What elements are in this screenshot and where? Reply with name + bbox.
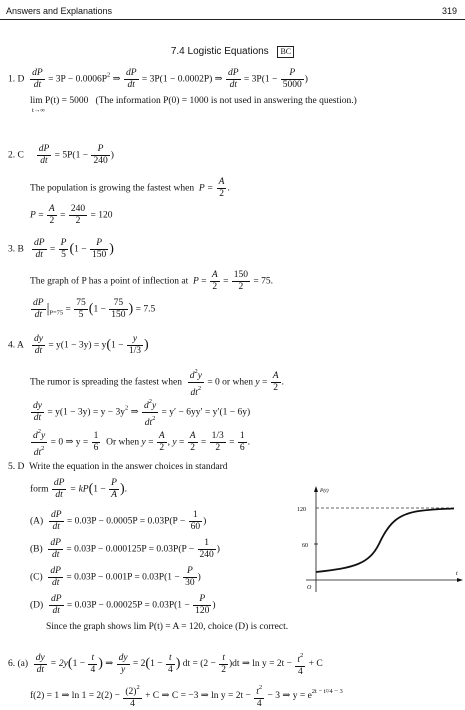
q5-choice-b: (B) $\frac{dP}{dt}$ = 0.03P − 0.000125P = 0.03P(P − $\frac{1}{240}$ ) xyxy=(30,538,220,560)
label-60: 60 xyxy=(302,543,308,549)
q1-limit-sub: t→∞ xyxy=(32,107,45,114)
one-over-d: $\frac{1}{60}$ xyxy=(190,510,201,532)
dp-dt: $\frac{dP}{dt}$ xyxy=(125,68,137,90)
q5-intro: Write the equation in the answer choices in standard xyxy=(28,462,228,472)
a-over-2: $\frac{A}{2}$ xyxy=(211,270,218,292)
q4-line: 4. A $\frac{dy}{dt}$ = y(1 − 3y) = y(1 − $\frac{y}{1/3}$ ) xyxy=(8,334,149,356)
q5-choice-a: (A) $\frac{dP}{dt}$ = 0.03P − 0.0005P = 0.03P(P − $\frac{1}{60}$ ) xyxy=(30,510,207,532)
t-over-2: $\frac{t}{2}$ xyxy=(221,652,227,675)
q5-form: form xyxy=(30,484,49,495)
q4-eq3: = 0 ⇒ y = xyxy=(50,437,89,448)
a-over-2: $\frac{A}{2}$ xyxy=(218,177,225,199)
page-header xyxy=(0,0,465,22)
q2-text: The population is growing the fastest when xyxy=(30,183,195,194)
x-axis-arrow xyxy=(457,578,463,582)
q3-calc: = 75 xyxy=(253,276,271,287)
label-120: 120 xyxy=(297,507,306,513)
d2y-dt2: $\frac{d^2y}{dt^2}$ xyxy=(189,368,202,398)
q4-mid: = 0 or when xyxy=(207,377,254,388)
bc-tag: BC xyxy=(277,46,294,58)
dy-dt: $\frac{dy}{dt}$ xyxy=(33,334,43,356)
one-over-six: $\frac{1}{6}$ xyxy=(239,431,245,453)
p-over-d: $\frac{P}{30}$ xyxy=(185,566,195,588)
t-over-4: $\frac{t}{4}$ xyxy=(167,652,173,675)
dp-dt: $\frac{dP}{dt}$ xyxy=(33,298,44,320)
seventyfive-over-5: $\frac{75}{5}$ xyxy=(76,298,86,320)
dp-dt: $\frac{dP}{dt}$ xyxy=(50,594,62,616)
one-over-d: $\frac{1}{240}$ xyxy=(199,538,214,560)
logistic-curve xyxy=(316,509,454,573)
y-over-k: $\frac{y}{1/3}$ xyxy=(128,334,142,356)
dy-over-y: $\frac{dy}{y}$ xyxy=(118,652,128,675)
page-number: 319 xyxy=(441,6,457,16)
q1-limit: lim P(t) = 5000 xyxy=(30,96,89,106)
q5-label: 5. D xyxy=(8,462,25,472)
two-sq-over-4: $\frac{(2)^2}{4}$ xyxy=(125,684,140,709)
k-over-2: $\frac{240}{2}$ xyxy=(70,204,86,226)
dp-dt: $\frac{dP}{dt}$ xyxy=(227,68,239,90)
q2-result-line: P = $\frac{A}{2}$ = $\frac{240}{2}$ = 120 xyxy=(30,204,113,226)
q1-line: 1. D $\frac{dP}{dt}$ = $3P - 0.0006P^2$ ⇒ $\frac{dP}{dt}$ = 3P(1 − 0.0002P) ⇒ $\frac{dP}{dt}$ = 3P(1 − $\frac{P}{5000}$ ) xyxy=(8,68,308,90)
dp-dt: $\frac{dP}{dt}$ xyxy=(38,144,50,166)
q1-eq-a: = 3P − 0.0006P xyxy=(48,74,107,85)
k-over-2: $\frac{150}{2}$ xyxy=(233,270,249,292)
t2-over-4: $\frac{t^2}{4}$ xyxy=(256,684,263,709)
q3-text: The graph of P has a point of inflection at xyxy=(30,276,189,287)
q2-line: 2. C $\frac{dP}{dt}$ = 5P(1 − $\frac{P}{240}$ ) xyxy=(8,144,114,166)
q4-text: The rumor is spreading the fastest when xyxy=(30,377,182,388)
p-over-k: $\frac{P}{240}$ xyxy=(93,144,108,166)
dy-dt: $\frac{dy}{dt}$ xyxy=(35,652,45,675)
origin-label: O xyxy=(307,585,312,591)
q1-label: 1. D xyxy=(8,74,25,85)
section-title xyxy=(0,46,465,58)
t2-over-4: $\frac{t^2}{4}$ xyxy=(297,652,304,677)
dp-dt: $\frac{dP}{dt}$ xyxy=(53,478,65,500)
q2-eq: = 5P(1 − xyxy=(54,150,89,161)
q3-line: 3. B $\frac{dP}{dt}$ = $\frac{P}{5}$ (1 − $\frac{P}{150}$ ) xyxy=(8,238,114,260)
third-over-2: $\frac{1/3}{2}$ xyxy=(211,431,224,453)
q5-choice-d: (D) $\frac{dP}{dt}$ = 0.03P − 0.00025P = 0.03P(1 − $\frac{P}{120}$ ) xyxy=(30,594,216,616)
q6-line2: f(2) = 1 ⇒ ln 1 = 2(2) − $\frac{(2)^2}{4}$ + C ⇒ C = −3 ⇒ ln y = 2t − $\frac{t^2}{4}$ − 3 ⇒ $y = e^{2t - t^2/4 - 3}$ xyxy=(30,684,343,709)
p-over-5: $\frac{P}{5}$ xyxy=(60,238,67,260)
p-over-k: $\frac{P}{5000}$ xyxy=(282,68,302,90)
header-rule xyxy=(0,19,465,20)
dp-dt: $\frac{dP}{dt}$ xyxy=(32,68,43,90)
q4-eq3-line: $\frac{d^2y}{dt^2}$ = 0 ⇒ y = $\frac{1}{6}$ Or when y = $\frac{A}{2}$ , y = $\frac{A}{2}$ = $\frac{1/3}{2}$ = $\frac{1}{6}$ . xyxy=(33,428,251,458)
q3-text-line: The graph of P has a point of inflection at P = $\frac{A}{2}$ = $\frac{150}{2}$ = 75. xyxy=(30,270,274,292)
q4-or-when: Or when xyxy=(106,437,140,448)
ylabel: P(t) xyxy=(320,488,329,494)
dp-dt: $\frac{dP}{dt}$ xyxy=(50,510,62,532)
q1-eq-c: = 3P(1 − xyxy=(243,74,278,85)
q2-result: = 120 xyxy=(90,210,113,221)
q5-form-line: form $\frac{dP}{dt}$ = kP(1 − $\frac{P}{A}$ ). xyxy=(30,478,127,500)
logistic-graph xyxy=(274,484,464,597)
dy-dt: $\frac{dy}{dt}$ xyxy=(33,401,42,423)
q2-text-line: The population is growing the fastest when P = $\frac{A}{2}$ . xyxy=(30,177,230,199)
t-over-4: $\frac{t}{4}$ xyxy=(90,652,96,675)
q1-eq-b: = 3P(1 − 0.0002P) xyxy=(141,74,213,85)
a-over-2: $\frac{A}{2}$ xyxy=(189,431,196,453)
q6-line: 6. (a) $\frac{dy}{dt}$ = 2y(1 − $\frac{t}{4}$ ) ⇒ $\frac{dy}{y}$ = 2(1 − $\frac{t}{4}$ ) dt = (2 − $\frac{t}{2}$ )dt ⇒ ln y = 2t − $\frac{t^2}{4}$ + C xyxy=(8,652,323,677)
q4-eq2-line: $\frac{dy}{dt}$ = $y(1 - 3y) = y - 3y^2$ ⇒ $\frac{d^2y}{dt^2}$ = y′ − 6yy′ = y′(1 − 6y) xyxy=(33,398,251,428)
q2-label: 2. C xyxy=(8,150,24,161)
one-over-six: $\frac{1}{6}$ xyxy=(93,431,99,453)
seventyfive-over-k: $\frac{75}{150}$ xyxy=(111,298,126,320)
p-over-d: $\frac{P}{120}$ xyxy=(195,594,210,616)
dp-dt: $\frac{dP}{dt}$ xyxy=(33,238,45,260)
a-over-2: $\frac{A}{2}$ xyxy=(158,431,165,453)
q6-label: 6. (a) xyxy=(8,659,29,670)
q3-result: = 7.5 xyxy=(135,304,156,315)
q3-eval-line: $\frac{dP}{dt}$ $|_{P=75}$ = $\frac{75}{5}$ (1 − $\frac{75}{150}$ ) = 7.5 xyxy=(33,298,156,320)
q3-label: 3. B xyxy=(8,244,24,255)
q4-eq2: = y(1 − 3y) = y − 3y xyxy=(47,407,125,418)
q5-line xyxy=(8,462,228,472)
q5-choice-c: (C) $\frac{dP}{dt}$ = 0.03P − 0.001P = 0.03P(1 − $\frac{P}{30}$ ) xyxy=(30,566,201,588)
running-head: Answers and Explanations xyxy=(6,6,113,16)
q5-kp: = kP xyxy=(69,484,89,495)
dp-dt: $\frac{dP}{dt}$ xyxy=(50,538,61,560)
xlabel: t xyxy=(456,571,458,577)
a-over-2: $\frac{A}{2}$ xyxy=(272,371,279,393)
q4-eq: = y(1 − 3y) = y xyxy=(48,340,107,351)
a-over-2: $\frac{A}{2}$ xyxy=(48,204,55,226)
q5-conclusion: Since the graph shows lim P(t) = A = 120, choice (D) is correct. xyxy=(46,622,289,632)
p-over-k: $\frac{P}{150}$ xyxy=(91,238,107,260)
d2y-dt2: $\frac{d^2y}{dt^2}$ xyxy=(33,428,46,458)
q1-note: (The information P(0) = 1000 is not used in answering the question.) xyxy=(95,96,357,106)
q1-limit-line xyxy=(30,96,357,106)
section-title-text: 7.4 Logistic Equations xyxy=(170,46,269,57)
q4-label: 4. A xyxy=(8,340,24,351)
dp-dt: $\frac{dP}{dt}$ xyxy=(50,566,61,588)
q2-cond: P = xyxy=(198,183,214,194)
q4-eq2b: = y′ − 6yy′ = y′(1 − 6y) xyxy=(161,407,251,418)
q6-exponent: 2t − t²/4 − 3 xyxy=(311,688,343,696)
d2y-dt2: $\frac{d^2y}{dt^2}$ xyxy=(143,398,157,428)
y-axis-arrow xyxy=(314,486,318,492)
q4-text-line: The rumor is spreading the fastest when $\frac{d^2y}{dt^2}$ = 0 or when y = $\frac{A}{2}$ . xyxy=(30,368,284,398)
p-over-a: $\frac{P}{A}$ xyxy=(111,478,117,500)
